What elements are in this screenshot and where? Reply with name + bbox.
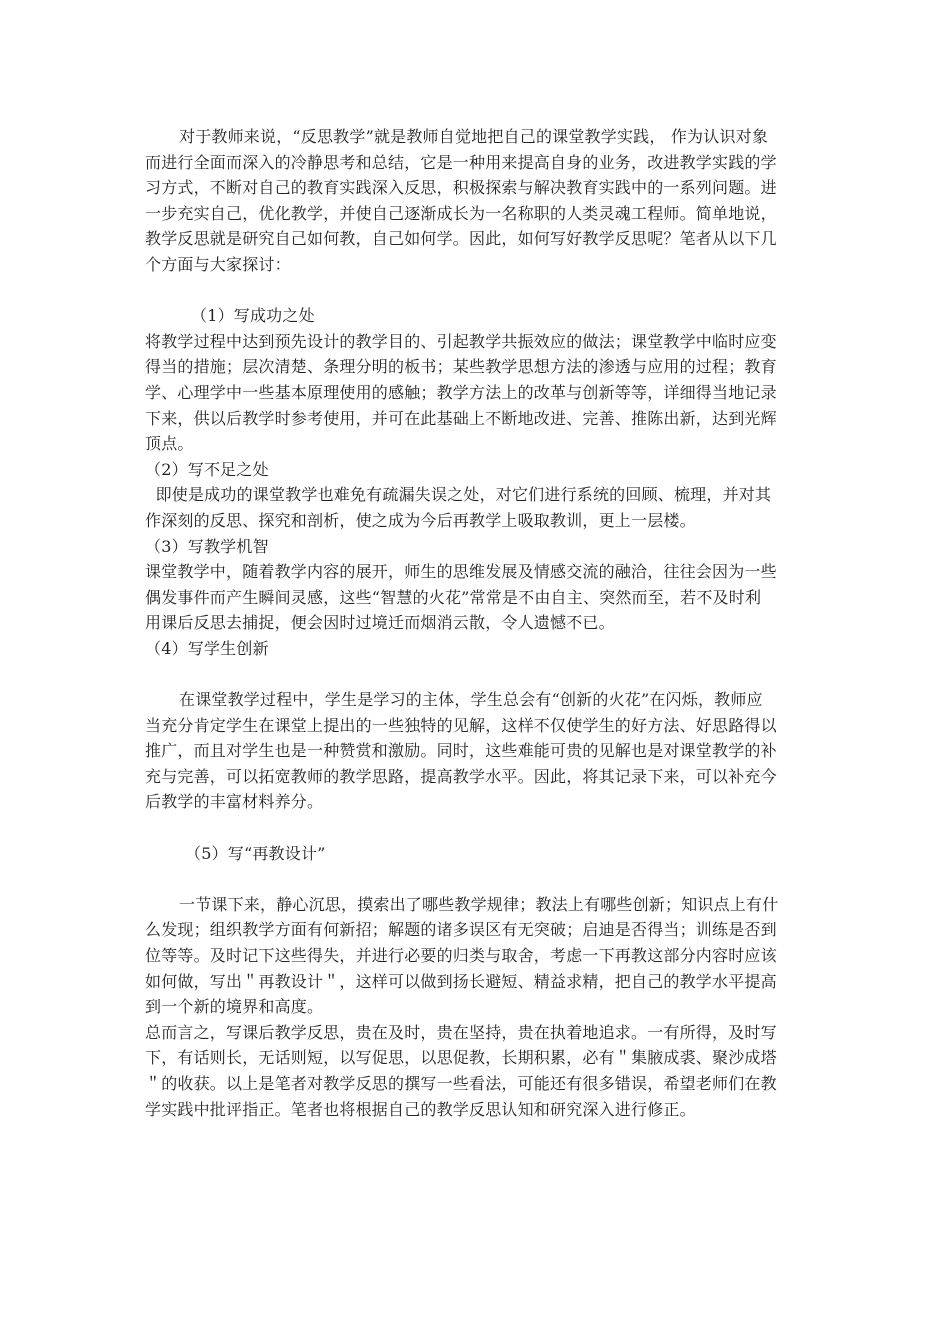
text-line: 得当的措施；层次清楚、条理分明的板书；某些教学思想方法的渗透与应用的过程；教育 [145,357,777,377]
text-line: 下来，供以后教学时参考使用，并可在此基础上不断地改进、完善、推陈出新，达到光辉 [145,408,777,428]
section-3 [145,534,817,636]
text-line: 课堂教学中，随着教学内容的展开，师生的思维发展及情感交流的融洽，往往会因为一些 [145,562,777,582]
spacer [145,278,817,304]
text-line: 教学反思就是研究自己如何教，自己如何学。因此，如何写好教学反思呢？笔者从以下几 [145,229,777,249]
text-line: 用课后反思去捕捉，便会因时过境迁而烟消云散，令人遗憾不已。 [145,613,615,633]
section-4 [145,636,817,815]
text-line: 后教学的丰富材料养分。 [145,792,324,812]
text-line: 在课堂教学过程中，学生是学习的主体，学生总会有“创新的火花”在闪烁，教师应 [179,690,763,710]
text-line: 偶发事件而产生瞬间灵感，这些“智慧的火花”常常是不由自主、突然而至，若不及时利 [145,587,762,607]
text-line: 当充分肯定学生在课堂上提出的一些独特的见解，这样不仅使学生的好方法、好思路得以 [145,715,777,735]
text-line: 一节课下来，静心沉思，摸索出了哪些教学规律；教法上有哪些创新；知识点上有什 [179,894,779,914]
section-heading: （1）写成功之处 [191,306,315,326]
text-line: 充与完善，可以拓宽教师的教学思路，提高教学水平。因此，将其记录下来，可以补充今 [145,766,777,786]
text-line: 即使是成功的课堂教学也难免有疏漏失误之处，对它们进行系统的回顾、梳理，并对其 [145,485,772,505]
text-line: 位等等。及时记下这些得失，并进行必要的归类与取舍，考虑一下再教这部分内容时应该 [145,946,777,965]
text-line: 学、心理学中一些基本原理使用的感触；教学方法上的改革与创新等等，详细得当地记录 [145,382,777,402]
text-line: 下，有话则长，无话则短，以写促思，以思促教，长期积累，必有＂集腋成裘、聚沙成塔 [145,1048,777,1068]
document-body [145,124,817,1122]
text-line: 么发现；组织教学方面有何新招；解题的诸多误区有无突破；启迪是否得当；训练是否到 [145,920,777,940]
conclusion-paragraph [145,1020,817,1122]
spacer [145,661,817,687]
text-line: 如何做，写出＂再教设计＂，这样可以做到扬长避短、精益求精，把自己的教学水平提高 [145,971,777,991]
text-line: 将教学过程中达到预先设计的教学目的、引起教学共振效应的做法；课堂教学中临时应变 [145,331,777,351]
text-line: 推广，而且对学生也是一种赞赏和激励。同时，这些难能可贵的见解也是对课堂教学的补 [145,741,777,761]
text-line: 顶点。 [145,434,194,454]
text-line: 个方面与大家探讨： [145,254,291,274]
section-1 [145,303,817,457]
spacer [145,866,817,892]
text-line: 到一个新的境界和高度。 [145,997,324,1017]
section-heading: （2）写不足之处 [145,459,269,479]
section-heading: （3）写教学机智 [145,536,269,556]
text-line: 学实践中批评指正。笔者也将根据自己的教学反思认知和研究深入进行修正。 [145,1099,696,1119]
text-line: 对于教师来说，“反思教学”就是教师自觉地把自己的课堂教学实践， 作为认识对象 [179,127,769,146]
section-heading: （4）写学生创新 [145,638,269,658]
text-line: 而进行全面而深入的冷静思考和总结，它是一种用来提高自身的业务，改进教学实践的学 [145,152,777,172]
text-line: ＂的收获。以上是笔者对教学反思的撰写一些看法，可能还有很多错误，希望老师们在教 [145,1073,777,1093]
text-line: 一步充实自己，优化教学，并使自己逐渐成长为一名称职的人类灵魂工程师。简单地说， [145,203,777,223]
section-5 [145,841,817,1020]
text-line: 习方式，不断对自己的教育实践深入反思，积极探索与解决教育实践中的一系列问题。进 [145,178,777,198]
text-line: 总而言之，写课后教学反思，贵在及时，贵在坚持，贵在执着地追求。一有所得，及时写 [145,1022,777,1042]
text-line: 作深刻的反思、探究和剖析，使之成为今后再教学上吸取教训，更上一层楼。 [145,510,696,530]
spacer [145,815,817,841]
section-heading: （5）写“再教设计” [185,843,326,863]
section-2 [145,457,817,534]
intro-paragraph [145,124,817,278]
